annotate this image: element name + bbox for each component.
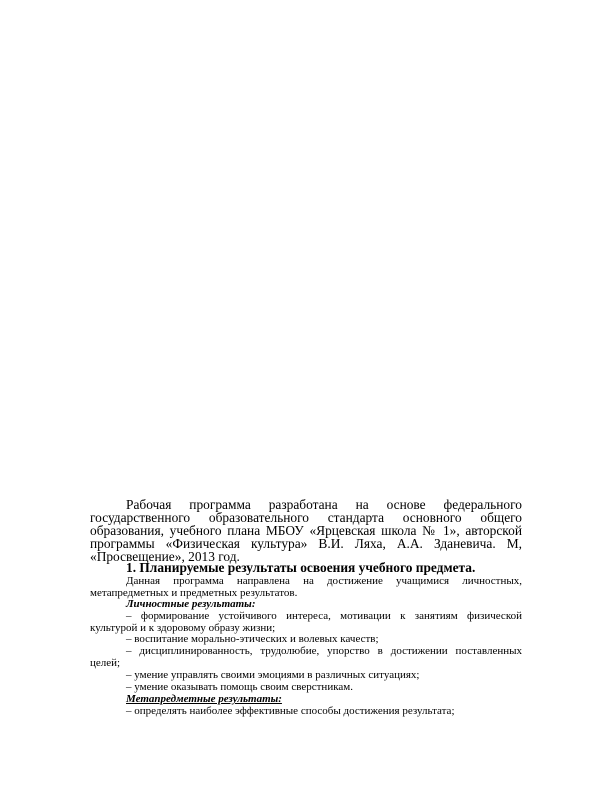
personal-item-4: – умение управлять своими эмоциями в различных ситуациях;	[126, 669, 420, 681]
intro-line-2: государственного образовательного стандарта основного общего	[90, 510, 522, 525]
section-desc-line-2: метапредметных и предметных результатов.	[90, 587, 298, 599]
meta-results-title: Метапредметные результаты:	[126, 693, 282, 705]
section-heading: 1. Планируемые результаты освоения учебного предмета.	[126, 560, 476, 575]
personal-item-2: – воспитание морально-этических и волевых качеств;	[126, 633, 379, 645]
personal-item-3-line-1: – дисциплинированность, трудолюбие, упорство в достижении поставленных	[126, 645, 522, 657]
intro-line-1: Рабочая программа разработана на основе федерального	[126, 497, 522, 512]
section-desc-line-1: Данная программа направлена на достижение учащимися личностных,	[126, 575, 522, 587]
personal-item-5: – умение оказывать помощь своим сверстникам.	[126, 681, 353, 693]
intro-line-4: программы «Физическая культура» В.И. Ляха, А.А. Зданевича. М,	[90, 536, 522, 551]
personal-results-title: Личностные результаты:	[126, 598, 256, 610]
meta-item-1: – определять наиболее эффективные способы достижения результата;	[126, 705, 455, 717]
intro-line-3: образования, учебного плана МБОУ «Ярцевская школа № 1», авторской	[90, 523, 522, 538]
personal-item-1-line-2: культурой и к здоровому образу жизни;	[90, 622, 276, 634]
personal-item-3-line-2: целей;	[90, 657, 121, 669]
personal-item-1-line-1: – формирование устойчивого интереса, мотивации к занятиям физической	[126, 610, 522, 622]
intro-line-5: «Просвещение», 2013 год.	[90, 549, 240, 564]
